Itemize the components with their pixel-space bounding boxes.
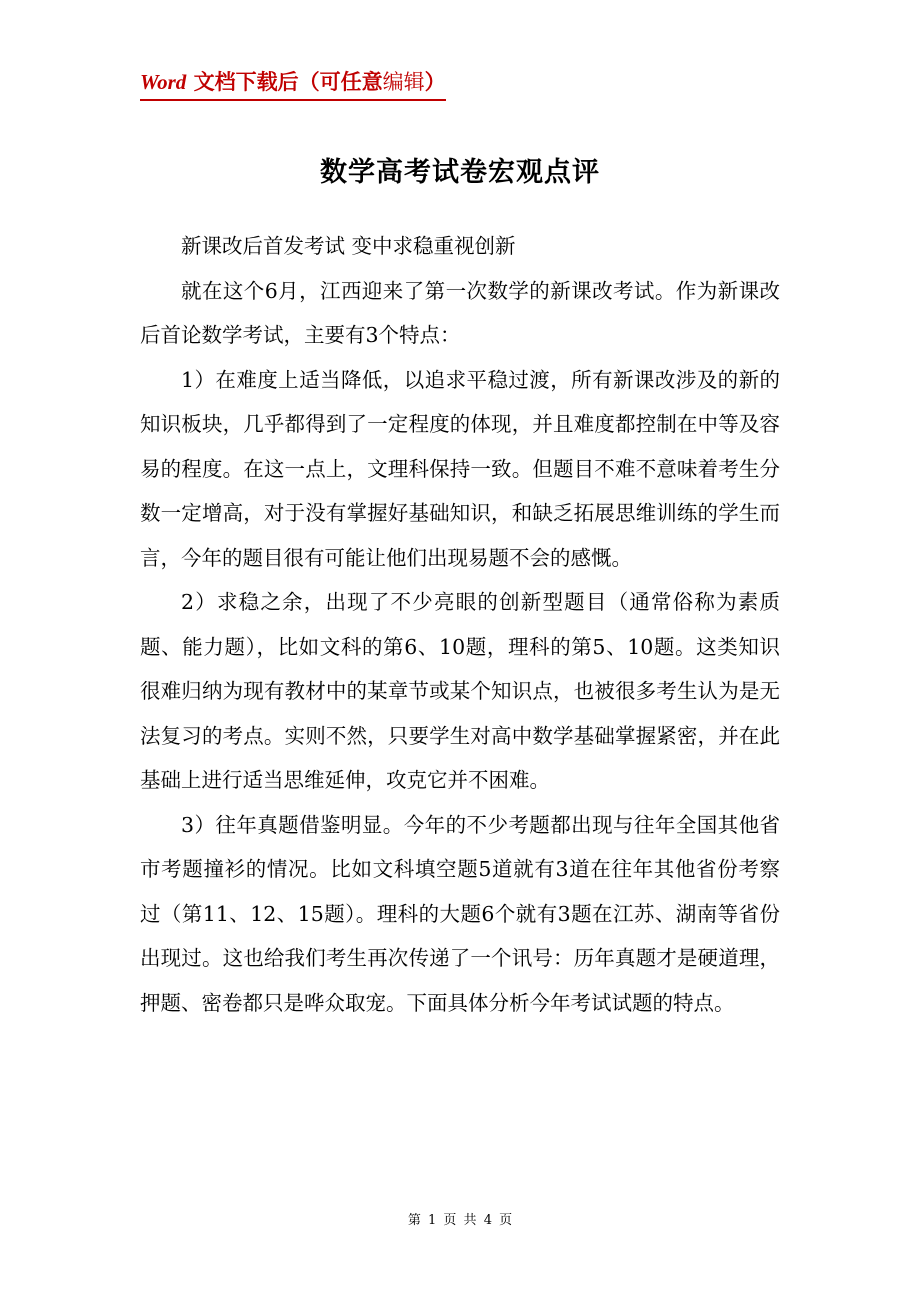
- banner-download-text: 文档下载后（可任意: [186, 69, 383, 94]
- banner-edit-text: 编辑: [382, 70, 425, 94]
- paragraph-subtitle: 新课改后首发考试 变中求稳重视创新: [181, 234, 516, 258]
- document-title: 数学高考试卷宏观点评: [320, 157, 600, 188]
- paragraph-point-1: 1）在难度上适当降低，以追求平稳过渡，所有新课改涉及的新的知识板块，几乎都得到了一定程度的体现，并且难度都控制在中等及容易的程度。在这一点上，文理科保持一致。但题目不难不意味着考生分数一定增高，对于没有掌握好基础知识，和缺乏拓展思维训练的学生而言，今年的题目很有可能让他们出现易题不会的感慨。: [140, 367, 780, 570]
- page-number-footer: 第 1 页 共 4 页: [407, 1213, 513, 1228]
- document-body: [140, 224, 780, 1025]
- download-edit-banner: [140, 66, 446, 101]
- paragraph-intro: 就在这个6月，江西迎来了第一次数学的新课改考试。作为新课改后首论数学考试，主要有3个特点：: [140, 278, 780, 347]
- paragraph-point-2: 2）求稳之余，出现了不少亮眼的创新型题目（通常俗称为素质题、能力题），比如文科的第6、10题，理科的第5、10题。这类知识很难归纳为现有教材中的某章节或某个知识点，也被很多考生认为是无法复习的考点。实则不然，只要学生对高中数学基础掌握紧密，并在此基础上进行适当思维延伸，攻克它并不困难。: [140, 590, 780, 792]
- banner-word: Word: [140, 70, 187, 94]
- banner-close-paren: ）: [424, 69, 446, 94]
- paragraph-point-3: 3）往年真题借鉴明显。今年的不少考题都出现与往年全国其他省市考题撞衫的情况。比如文科填空题5道就有3道在往年其他省份考察过（第11、12、15题）。理科的大题6个就有3题在江苏、湖南等省份出现过。这也给我们考生再次传递了一个讯号：历年真题才是硬道理，押题、密卷都只是哗众取宠。下面具体分析今年考试试题的特点。: [140, 812, 780, 1015]
